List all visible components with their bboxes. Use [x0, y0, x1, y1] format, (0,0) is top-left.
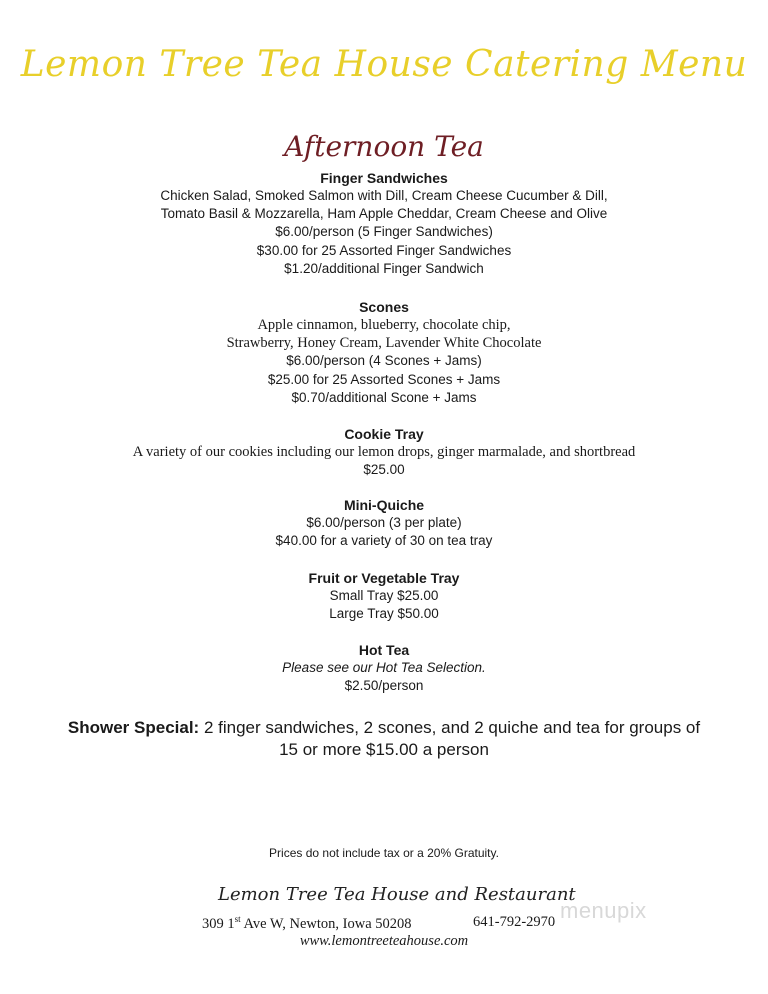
section-fruit-tray: [0, 569, 768, 623]
section-line: $1.20/additional Finger Sandwich: [284, 260, 484, 276]
section-cookie-tray: [0, 425, 768, 479]
shower-special-text: 15 or more $15.00 a person: [279, 740, 489, 759]
section-line: $40.00 for a variety of 30 on tea tray: [275, 533, 493, 549]
section-line: $25.00 for 25 Assorted Scones + Jams: [267, 371, 501, 387]
menu-subtitle: Afternoon Tea: [284, 130, 484, 163]
section-line: A variety of our cookies including our lemon drops, ginger marmalade, and shortbread: [132, 444, 636, 460]
address-rest: Ave W, Newton, Iowa 50208: [240, 915, 412, 932]
section-heading: Finger Sandwiches: [320, 170, 448, 186]
section-line: Chicken Salad, Smoked Salmon with Dill, Cream Cheese Cucumber & Dill,: [160, 188, 608, 203]
section-line: Small Tray $25.00: [329, 588, 439, 603]
address-number: 309 1: [202, 915, 235, 932]
section-line: $6.00/person (4 Scones + Jams): [286, 353, 482, 369]
shower-special-text: 2 finger sandwiches, 2 scones, and 2 quiche and tea for groups of: [199, 718, 701, 737]
section-line: Tomato Basil & Mozzarella, Ham Apple Cheddar, Cream Cheese and Olive: [160, 206, 608, 222]
section-heading: Cookie Tray: [344, 426, 424, 442]
section-line: $6.00/person (3 per plate): [306, 515, 462, 530]
section-line: $2.50/person: [344, 678, 424, 694]
section-finger-sandwiches: [0, 169, 768, 278]
section-scones: [0, 298, 768, 407]
section-heading: Scones: [359, 299, 409, 315]
section-heading: Mini-Quiche: [343, 497, 425, 513]
section-line: Apple cinnamon, blueberry, chocolate chip,: [257, 317, 511, 333]
section-mini-quiche: [0, 496, 768, 550]
watermark: menupix: [560, 898, 647, 923]
price-note: Prices do not include tax or a 20% Gratuity.: [269, 846, 499, 860]
section-heading: Hot Tea: [358, 642, 410, 658]
shower-special-label: Shower Special:: [67, 718, 200, 737]
section-heading: Fruit or Vegetable Tray: [308, 570, 460, 586]
section-line: Strawberry, Honey Cream, Lavender White Chocolate: [226, 335, 542, 352]
section-line: Please see our Hot Tea Selection.: [282, 660, 486, 675]
footer-phone: 641-792-2970: [473, 914, 556, 930]
section-line: $30.00 for 25 Assorted Finger Sandwiches: [256, 242, 512, 258]
section-line: $6.00/person (5 Finger Sandwiches): [275, 224, 493, 240]
footer-address: [202, 914, 412, 933]
section-line: $25.00: [363, 462, 405, 478]
menu-title: Lemon Tree Tea House Catering Menu: [20, 44, 748, 85]
section-hot-tea: [0, 641, 768, 695]
section-line: Large Tray $50.00: [329, 606, 439, 622]
address-sup: st: [234, 914, 241, 924]
footer-restaurant-name: Lemon Tree Tea House and Restaurant: [218, 884, 576, 905]
section-line: $0.70/additional Scone + Jams: [291, 389, 477, 405]
footer-website: www.lemontreeteahouse.com: [299, 933, 469, 949]
shower-special: [0, 717, 768, 761]
